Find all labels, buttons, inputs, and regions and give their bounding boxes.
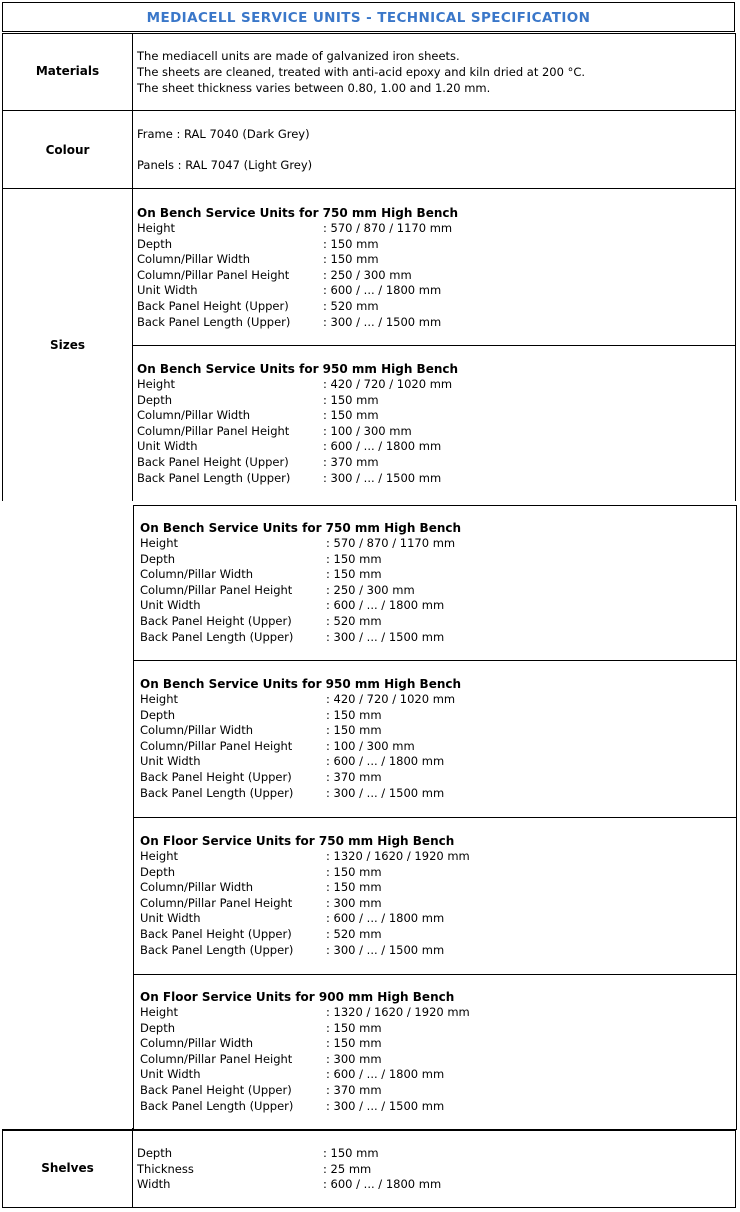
spec-key: Height: [137, 221, 176, 235]
spec-key: Height: [140, 692, 179, 706]
spec-value: : 150 mm: [326, 864, 382, 879]
spec-row: [140, 552, 461, 568]
spec-value: : 300 / ... / 1500 mm: [326, 942, 445, 957]
sizes-block: [140, 520, 461, 645]
spec-value: : 520 mm: [326, 926, 382, 941]
spec-key: Depth: [140, 551, 176, 566]
spec-row: [137, 393, 458, 409]
spec-row: [137, 455, 458, 471]
spec-key: Unit Width: [140, 1067, 201, 1082]
spec-key: Column/Pillar Panel Height: [140, 582, 293, 597]
spec-key: Column/Pillar Panel Height: [137, 267, 290, 282]
spec-value: : 600 / ... / 1800 mm: [323, 1177, 442, 1192]
spec-row: [140, 896, 454, 912]
spec-row: [140, 1021, 454, 1037]
sizes-block: [137, 205, 458, 330]
spec-key: Back Panel Height (Upper): [140, 769, 292, 784]
spec-value: : 300 / ... / 1500 mm: [326, 629, 445, 644]
spec-value: : 1320 / 1620 / 1920 mm: [326, 849, 470, 863]
spec-value: : 420 / 720 / 1020 mm: [326, 692, 456, 706]
colour-panels: Panels : RAL 7047 (Light Grey): [137, 158, 313, 172]
spec-value: : 150 mm: [326, 551, 382, 566]
spec-value: : 150 mm: [326, 723, 382, 738]
spec-value: : 100 / 300 mm: [326, 738, 415, 753]
spec-row: [137, 283, 458, 299]
spec-value: : 300 mm: [326, 895, 382, 910]
spec-row: [140, 754, 461, 770]
spec-row: [140, 943, 454, 959]
spec-value: : 150 mm: [326, 1036, 382, 1051]
spec-value: : 150 mm: [323, 1146, 379, 1160]
spec-value: : 250 / 300 mm: [323, 267, 412, 282]
spec-row: [137, 221, 458, 237]
spec-row: [137, 268, 458, 284]
block-heading: On Bench Service Units for 750 mm High Bench: [140, 521, 462, 535]
spec-value: : 100 / 300 mm: [323, 423, 412, 438]
spec-key: Column/Pillar Width: [140, 723, 254, 738]
spec-value: : 570 / 870 / 1170 mm: [323, 221, 453, 235]
sizes-block: [140, 676, 461, 801]
spec-value: : 370 mm: [326, 769, 382, 784]
spec-value: : 520 mm: [326, 613, 382, 628]
spec-key: Back Panel Length (Upper): [137, 470, 291, 485]
spec-key: Height: [140, 536, 179, 550]
spec-value: : 370 mm: [326, 1082, 382, 1097]
spec-key: Depth: [140, 1020, 176, 1035]
block-heading: On Floor Service Units for 900 mm High Bench: [140, 990, 455, 1004]
spec-value: : 250 / 300 mm: [326, 582, 415, 597]
spec-row: [140, 927, 454, 943]
spec-value: : 600 / ... / 1800 mm: [323, 439, 442, 454]
spec-value: : 150 mm: [326, 1020, 382, 1035]
spec-value: : 150 mm: [323, 408, 379, 423]
spec-row: [140, 739, 461, 755]
materials-line-3: The sheet thickness varies between 0.80, 1.00 and 1.20 mm.: [137, 81, 491, 95]
spec-row: [140, 1067, 454, 1083]
spec-row: [137, 471, 458, 487]
spec-value: : 520 mm: [323, 298, 379, 313]
spec-row: [140, 723, 461, 739]
block-heading: On Bench Service Units for 750 mm High Bench: [137, 206, 459, 220]
spec-value: : 300 mm: [326, 1051, 382, 1066]
spec-key: Unit Width: [140, 911, 201, 926]
spec-key: Back Panel Height (Upper): [140, 613, 292, 628]
spec-value: : 150 mm: [326, 567, 382, 582]
spec-key: Depth: [140, 864, 176, 879]
block-heading: On Bench Service Units for 950 mm High Bench: [137, 362, 459, 376]
spec-value: : 300 / ... / 1500 mm: [323, 470, 442, 485]
spec-key: Unit Width: [140, 754, 201, 769]
spec-value: : 600 / ... / 1800 mm: [326, 911, 445, 926]
colour-frame: Frame : RAL 7040 (Dark Grey): [137, 127, 310, 141]
spec-row: [140, 536, 461, 552]
spec-key: Back Panel Height (Upper): [137, 454, 289, 469]
spec-row: [140, 1083, 454, 1099]
spec-value: : 150 mm: [326, 707, 382, 722]
sizes-block: [140, 833, 470, 958]
spec-key: Back Panel Length (Upper): [140, 1098, 294, 1113]
spec-row: [137, 439, 458, 455]
colour-content-cell: [132, 110, 736, 189]
spec-key: Depth: [140, 707, 176, 722]
spec-row: [137, 424, 458, 440]
spec-key: Unit Width: [137, 283, 198, 298]
spec-key: Back Panel Length (Upper): [140, 785, 294, 800]
shelves-content-cell: [132, 1129, 736, 1208]
spec-value: : 25 mm: [323, 1161, 372, 1176]
spec-key: Column/Pillar Panel Height: [140, 895, 293, 910]
spec-row: [140, 786, 461, 802]
block-heading: On Floor Service Units for 750 mm High Bench: [140, 834, 455, 848]
spec-value: : 150 mm: [323, 252, 379, 267]
spec-key: Column/Pillar Panel Height: [140, 738, 293, 753]
spec-key: Back Panel Length (Upper): [137, 314, 291, 329]
spec-row: [140, 614, 461, 630]
spec-key: Column/Pillar Panel Height: [137, 423, 290, 438]
spec-row: [140, 1052, 454, 1068]
spec-key: Width: [137, 1177, 171, 1192]
spec-value: : 600 / ... / 1800 mm: [326, 598, 445, 613]
spec-row: [137, 252, 458, 268]
spec-key: Back Panel Length (Upper): [140, 942, 294, 957]
spec-key: Depth: [137, 236, 173, 251]
spec-value: : 300 / ... / 1500 mm: [326, 785, 445, 800]
spec-row: [140, 849, 470, 865]
spec-value: : 600 / ... / 1800 mm: [326, 1067, 445, 1082]
spec-key: Column/Pillar Panel Height: [140, 1051, 293, 1066]
spec-key: Column/Pillar Width: [140, 567, 254, 582]
spec-key: Back Panel Height (Upper): [140, 926, 292, 941]
spec-key: Column/Pillar Width: [137, 408, 251, 423]
materials-line-2: The sheets are cleaned, treated with anti-acid epoxy and kiln dried at 200 °C.: [137, 65, 586, 79]
spec-row: [140, 770, 461, 786]
spec-key: Column/Pillar Width: [140, 880, 254, 895]
spec-key: Height: [140, 1005, 179, 1019]
spec-row: [140, 598, 461, 614]
sizes-label: Sizes: [49, 338, 86, 352]
spec-key: Back Panel Height (Upper): [137, 298, 289, 313]
spec-key: Height: [140, 849, 179, 863]
spec-key: Depth: [137, 392, 173, 407]
page-title: MEDIACELL SERVICE UNITS - TECHNICAL SPECIFICATION: [2, 2, 735, 32]
spec-value: : 600 / ... / 1800 mm: [326, 754, 445, 769]
spec-key: Column/Pillar Width: [137, 252, 251, 267]
spec-row: [137, 237, 458, 253]
spec-row: [140, 630, 461, 646]
spec-row: [137, 377, 458, 393]
spec-row: [140, 1036, 454, 1052]
sizes-block: [140, 989, 470, 1114]
spec-key: Depth: [137, 1146, 173, 1160]
spec-row: [140, 911, 454, 927]
block-heading: On Bench Service Units for 950 mm High Bench: [140, 677, 462, 691]
spec-value: : 150 mm: [323, 392, 379, 407]
spec-row: [140, 708, 461, 724]
spec-row: [140, 880, 454, 896]
shelves-label: Shelves: [41, 1161, 94, 1175]
spec-value: : 150 mm: [323, 236, 379, 251]
spec-row: [137, 315, 458, 331]
spec-value: : 420 / 720 / 1020 mm: [323, 377, 453, 391]
spec-key: Unit Width: [140, 598, 201, 613]
spec-value: : 300 / ... / 1500 mm: [323, 314, 442, 329]
sizes-block: [137, 361, 458, 486]
spec-key: Unit Width: [137, 439, 198, 454]
spec-row: [137, 299, 458, 315]
spec-value: : 570 / 870 / 1170 mm: [326, 536, 456, 550]
materials-label: Materials: [35, 64, 100, 78]
spec-row: [140, 1099, 454, 1115]
spec-row: [140, 567, 461, 583]
spec-value: : 150 mm: [326, 880, 382, 895]
spec-key: Back Panel Height (Upper): [140, 1082, 292, 1097]
spec-key: Height: [137, 377, 176, 391]
spec-value: : 370 mm: [323, 454, 379, 469]
spec-key: Thickness: [137, 1161, 194, 1176]
spec-key: Back Panel Length (Upper): [140, 629, 294, 644]
spec-row: [140, 1005, 470, 1021]
spec-value: : 600 / ... / 1800 mm: [323, 283, 442, 298]
spec-row: [140, 865, 454, 881]
spec-row: [137, 408, 458, 424]
spec-row: [140, 692, 461, 708]
spec-value: : 300 / ... / 1500 mm: [326, 1098, 445, 1113]
spec-value: : 1320 / 1620 / 1920 mm: [326, 1005, 470, 1019]
spec-row: [140, 583, 461, 599]
materials-line-1: The mediacell units are made of galvanized iron sheets.: [137, 49, 460, 63]
spec-key: Column/Pillar Width: [140, 1036, 254, 1051]
colour-label: Colour: [45, 143, 90, 157]
